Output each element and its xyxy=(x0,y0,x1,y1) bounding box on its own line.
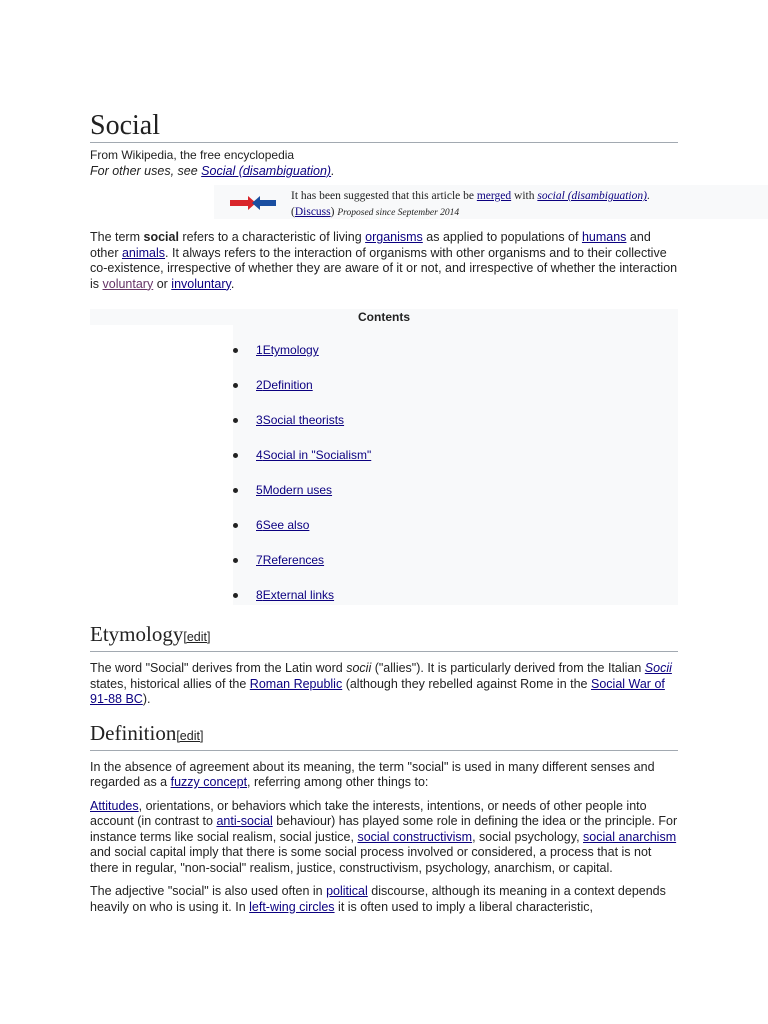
toc-link-social-theorists[interactable] xyxy=(256,413,344,427)
humans-link[interactable]: humans xyxy=(581,230,627,244)
etymology-paragraph xyxy=(90,661,678,708)
voluntary-link[interactable]: voluntary xyxy=(102,276,154,291)
toc-item xyxy=(233,587,371,622)
intro-text-1: The term xyxy=(90,230,144,244)
table-of-contents xyxy=(90,309,678,605)
paren-open: ( xyxy=(291,206,295,218)
definition-edit-link[interactable]: [edit] xyxy=(176,728,204,743)
toc-link-socialism[interactable] xyxy=(256,448,371,462)
anti-social-link[interactable]: anti-social xyxy=(216,814,273,828)
toc-link-external-links[interactable] xyxy=(256,588,334,602)
toc-item xyxy=(233,412,371,447)
toc-number: 5 xyxy=(256,483,263,497)
etymology-edit-link[interactable]: [edit] xyxy=(183,630,211,644)
toc-title: Contents xyxy=(358,310,410,324)
bullet-icon xyxy=(233,348,238,353)
toc-label: Social in "Socialism" xyxy=(262,448,372,462)
toc-label: Social theorists xyxy=(262,413,345,427)
toc-label: See also xyxy=(262,518,310,532)
toc-label: External links xyxy=(262,588,335,602)
toc-number: 8 xyxy=(256,588,263,602)
bullet-icon xyxy=(233,453,238,458)
fuzzy-concept-link[interactable]: fuzzy concept xyxy=(170,775,248,789)
ety-text-5: ). xyxy=(142,692,151,706)
toc-link-definition[interactable] xyxy=(256,378,313,392)
hatnote-suffix: . xyxy=(331,164,335,178)
toc-number: 1 xyxy=(256,343,263,357)
definition-heading xyxy=(90,720,678,751)
intro-bold-term: social xyxy=(143,230,179,244)
involuntary-link[interactable]: involuntary xyxy=(171,276,231,291)
toc-label: Definition xyxy=(262,378,313,392)
proposed-date: Proposed since September 2014 xyxy=(337,208,460,218)
definition-heading-text: Definition xyxy=(90,720,177,745)
disambiguation-link[interactable]: Social (disambiguation) xyxy=(201,164,332,178)
toc-item xyxy=(233,482,371,517)
toc-number: 2 xyxy=(256,378,263,392)
ety-text-1: The word "Social" derives from the Latin word xyxy=(90,661,347,675)
bullet-icon xyxy=(233,593,238,598)
toc-item xyxy=(233,552,371,587)
intro-paragraph xyxy=(90,230,678,292)
intro-text-5: . It always refers to the interaction of organisms with other organisms and to their collective co-existence, irrespective of whether they are aware of it or not, and irrespective of whether the interaction is xyxy=(90,245,678,291)
merge-text-1: It has been suggested that this article be xyxy=(291,190,477,202)
ety-text-3: states, historical allies of the xyxy=(90,676,250,691)
discuss-link[interactable]: Discuss xyxy=(294,206,331,218)
paren-close: ) xyxy=(330,206,335,218)
def3-text-1: The adjective "social" is also used often in xyxy=(90,884,327,898)
article xyxy=(90,110,678,915)
toc-link-see-also[interactable] xyxy=(256,518,309,532)
animals-link[interactable]: animals xyxy=(121,245,166,260)
social-constructivism-link[interactable]: social constructivism xyxy=(357,829,473,844)
toc-item xyxy=(233,517,371,552)
hatnote-text: For other uses, see xyxy=(90,164,202,178)
toc-number: 4 xyxy=(256,448,263,462)
def3-text-3: it is often used to imply a liberal characteristic, xyxy=(334,899,594,914)
toc-list xyxy=(233,342,371,622)
definition-paragraph-3 xyxy=(90,884,678,915)
ety-socii-italic: socii xyxy=(346,661,372,675)
toc-label: Modern uses xyxy=(262,483,333,497)
intro-text-7: . xyxy=(230,276,235,291)
page-title: Social xyxy=(90,110,678,143)
def3-text-2: discourse, although its meaning in a context depends heavily on who is using it. In xyxy=(90,884,666,914)
merge-notice-text xyxy=(291,188,761,221)
intro-text-3: as applied to populations of xyxy=(422,230,582,244)
def2-text-2: behaviour) has played some role in defining the idea or the principle. For instance terms like social realism, social justice, xyxy=(90,814,678,844)
toc-number: 7 xyxy=(256,553,263,567)
def2-text-1: , orientations, or behaviors which take the interests, intentions, or needs of other people into account (in contrast to xyxy=(90,798,647,828)
merge-text-3: . xyxy=(646,190,650,202)
social-anarchism-link[interactable]: social anarchism xyxy=(583,829,677,844)
toc-left-gap xyxy=(90,325,233,605)
toc-number: 6 xyxy=(256,518,263,532)
toc-number: 3 xyxy=(256,413,263,427)
def2-text-4: and social capital imply that there is some social process involved or considered, a process that is not there in regular, "non-social" realism, justice, constructivism, psychology, anarchism, or capital. xyxy=(90,845,652,875)
political-link[interactable]: political xyxy=(326,884,368,898)
bullet-icon xyxy=(233,488,238,493)
merge-arrows-icon xyxy=(228,194,278,212)
ety-text-4: (although they rebelled against Rome in the xyxy=(342,676,591,691)
left-wing-circles-link[interactable]: left-wing circles xyxy=(249,899,335,914)
toc-label: References xyxy=(262,553,325,567)
site-subtitle: From Wikipedia, the free encyclopedia xyxy=(90,148,295,162)
toc-link-modern-uses[interactable] xyxy=(256,483,332,497)
socii-link[interactable]: Socii xyxy=(644,661,672,675)
attitudes-link[interactable]: Attitudes xyxy=(90,798,139,813)
toc-item xyxy=(233,447,371,482)
toc-item xyxy=(233,342,371,377)
etymology-heading xyxy=(90,621,678,652)
merged-link[interactable]: merged xyxy=(476,190,512,202)
bullet-icon xyxy=(233,383,238,388)
hatnote xyxy=(90,163,678,179)
def-text-2: , referring among other things to: xyxy=(247,775,429,789)
bullet-icon xyxy=(233,523,238,528)
merge-target-link[interactable]: social (disambiguation) xyxy=(537,190,647,202)
organisms-link[interactable]: organisms xyxy=(365,230,423,244)
bullet-icon xyxy=(233,418,238,423)
merge-text-2: with xyxy=(511,190,538,202)
def-text-1: In the absence of agreement about its meaning, the term "social" is used in many different senses and regarded as a xyxy=(90,759,655,789)
bullet-icon xyxy=(233,558,238,563)
definition-paragraph-2 xyxy=(90,799,678,877)
intro-text-6: or xyxy=(153,276,172,291)
merge-notice xyxy=(214,185,768,219)
definition-paragraph-1 xyxy=(90,760,678,791)
toc-label: Etymology xyxy=(262,343,319,357)
social-war-link[interactable]: Social War of 91-88 BC xyxy=(90,676,665,706)
def2-text-3: , social psychology, xyxy=(472,829,584,844)
ety-text-2: ("allies"). It is particularly derived from the Italian xyxy=(371,661,645,675)
intro-text-4: and other xyxy=(90,230,651,260)
toc-link-references[interactable] xyxy=(256,553,324,567)
toc-link-etymology[interactable] xyxy=(256,343,319,357)
roman-republic-link[interactable]: Roman Republic xyxy=(249,676,343,691)
toc-item xyxy=(233,377,371,412)
intro-text-2: refers to a characteristic of living xyxy=(178,230,366,244)
etymology-heading-text: Etymology xyxy=(90,622,184,646)
